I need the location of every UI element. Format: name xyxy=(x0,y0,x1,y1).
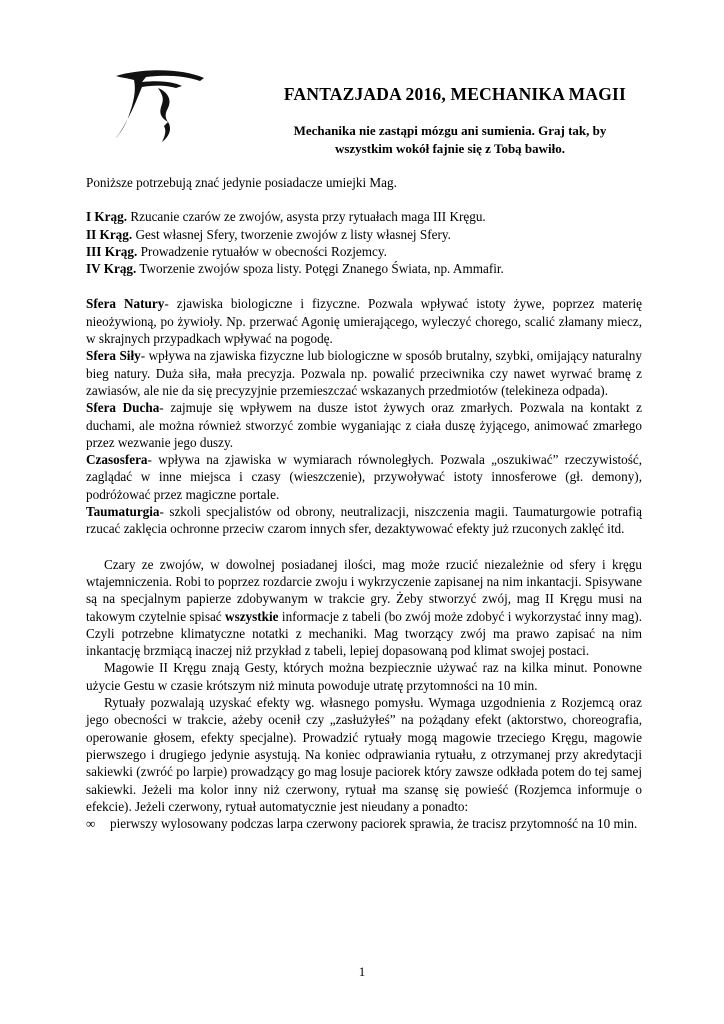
scrolls-text: informacje z tabeli (bo zwój może zdobyć i wykorzystać inny mag). Czyli potrzebne klimatyczne notatki z mechaniki. Mag tworzący zwój ma prawo zapisać na nim inkantację brzmiącą inaczej niż przykład z tabeli, lepiej dopasowaną pod klimat swojej postaci. xyxy=(86,608,642,659)
sphere-thaumaturgy-paragraph xyxy=(86,503,642,538)
subtitle-line: Mechanika nie zastąpi mózgu ani sumienia. Graj tak, by xyxy=(293,123,607,138)
sphere-text: - szkoli specjalistów od obrony, neutralizacji, niszczenia magii. Taumaturgowie potrafią rzucać zaklęcia ochronne przeciw czarom innych sfer, dezaktywować efekty już rzuconych zaklęć itd. xyxy=(86,504,642,537)
circle-text: Tworzenie zwojów spoza listy. Potęgi Znanego Świata, np. Ammafir. xyxy=(136,261,504,277)
circle-label: I Krąg. xyxy=(86,209,128,225)
circle-line-1 xyxy=(86,208,642,225)
subtitle-line: wszystkim wokół fajnie się z Tobą bawiło. xyxy=(334,141,566,156)
page-title: FANTAZJADA 2016, MECHANIKA MAGII xyxy=(283,84,627,104)
sphere-label: Sfera Siły xyxy=(86,348,141,364)
dragon-logo-icon xyxy=(112,66,208,150)
circle-text: Gest własnej Sfery, tworzenie zwojów z listy własnej Sfery. xyxy=(132,226,451,242)
sphere-label: Taumaturgia xyxy=(86,504,160,520)
circle-line-2 xyxy=(86,226,642,243)
sphere-label: Sfera Natury xyxy=(86,296,165,312)
sphere-label: Czasosfera xyxy=(86,452,148,468)
sphere-text: - wpływa na zjawiska w wymiarach równoległych. Pozwala „oszukiwać” rzeczywistość, zaglądać w inne miejsca i czasy (wieszczenie), przywoływać istoty innosferowe (gł. demony), podróżować przez magiczne portale. xyxy=(86,452,642,502)
gestures-paragraph: Magowie II Kręgu znają Gesty, których można bezpiecznie używać raz na kilka minut. Ponowne użycie Gestu w czasie krótszym niż minuta powoduje utratę przytomności na 10 min. xyxy=(86,660,642,693)
sphere-label: Sfera Ducha xyxy=(86,400,160,416)
circle-text: Rzucanie czarów ze zwojów, asysta przy rytuałach maga III Kręgu. xyxy=(127,209,486,225)
intro-paragraph: Poniższe potrzebują znać jedynie posiadacze umiejki Mag. xyxy=(86,175,397,190)
scrolls-text: Czary ze zwojów, w dowolnej posiadanej ilości, mag może rzucić niezależnie od sfery i kręgu wtajemniczenia. Robi to poprzez rozdarcie zwoju i wykrzyczenie zapisanej na nim inkantacji. Spisywane są na specjalnym papierze zdobywanym w trakcie gry. Żeby stworzyć zwój, mag II Kręgu musi na takowym czytelnie spisać xyxy=(86,556,642,624)
rituals-paragraph: Rytuały pozwalają uzyskać efekty wg. własnego pomysłu. Wymaga uzgodnienia z Rozjemcą oraz jego obecności w trakcie, ażeby ocenił czy „zasłużyłeś” na pożądany efekt (aktorstwo, choreografia, operowanie głosem, efekty specjalne). Prowadzić rytuały mogą magowie trzeciego Kręgu, magowie pierwszego i drugiego jedynie asystują. Na koniec odprawiania rytuału, z otrzymanej przy akredytacji sakiewki (zwróć po larpie) prowadzący go mag losuje paciorek który zawsze odkłada potem do tej samej sakiewki. Jeżeli ma kolor inny niż czerwony, rytuał ma szansę się powieść (Rozjemca informuje o efekcie). Jeżeli czerwony, rytuał automatycznie jest nieudany a ponadto: xyxy=(86,695,642,814)
bullet-item xyxy=(86,815,642,832)
sphere-text: - zajmuje się wpływem na dusze istot żywych oraz zmarłych. Pozwala na kontakt z duchami, ale można również stworzyć zombie wyganiając z ciała duszę żyjącego, animować zmarłego przez wezwanie jego duszy. xyxy=(86,400,642,450)
infinity-icon: ∞ xyxy=(86,816,96,832)
scrolls-paragraph xyxy=(86,556,642,660)
circle-label: II Krąg. xyxy=(86,226,133,242)
bullet-text: pierwszy wylosowany podczas larpa czerwony paciorek sprawia, że tracisz przytomność na 10 min. xyxy=(110,816,638,832)
circle-line-4 xyxy=(86,260,642,277)
circle-text: Prowadzenie rytuałów w obecności Rozjemcy. xyxy=(137,243,387,259)
circle-label: IV Krąg. xyxy=(86,261,137,277)
sphere-spirit-paragraph xyxy=(86,399,642,451)
sphere-time-paragraph xyxy=(86,451,642,503)
sphere-force-paragraph xyxy=(86,347,642,399)
sphere-text: - wpływa na zjawiska fizyczne lub biologiczne w sposób brutalny, szybki, omijający naturalny bieg natury. Duża siła, mała precyzja. Pozwala np. powalić przeciwnika czy nawet wyrwać bramę z zawiasów, ale nie da się precyzyjnie przemieszczać wskazanych przedmiotów (telekineza odpada). xyxy=(86,348,642,398)
document-body xyxy=(86,174,642,832)
subtitle xyxy=(255,122,645,158)
sphere-nature-paragraph xyxy=(86,295,642,347)
sphere-text: - zjawiska biologiczne i fizyczne. Pozwala wpływać istoty żywe, poprzez materię nieożywioną, po żywioły. Np. przerwać Agonię umierającego, wyleczyć chorego, scalić złamany miecz, w skrajnych przypadkach wpływać na pogodę. xyxy=(86,296,642,347)
emphasis-text: wszystkie xyxy=(225,608,279,624)
circle-line-3 xyxy=(86,243,642,260)
page-number: 1 xyxy=(358,964,366,979)
circle-label: III Krąg. xyxy=(86,243,138,259)
